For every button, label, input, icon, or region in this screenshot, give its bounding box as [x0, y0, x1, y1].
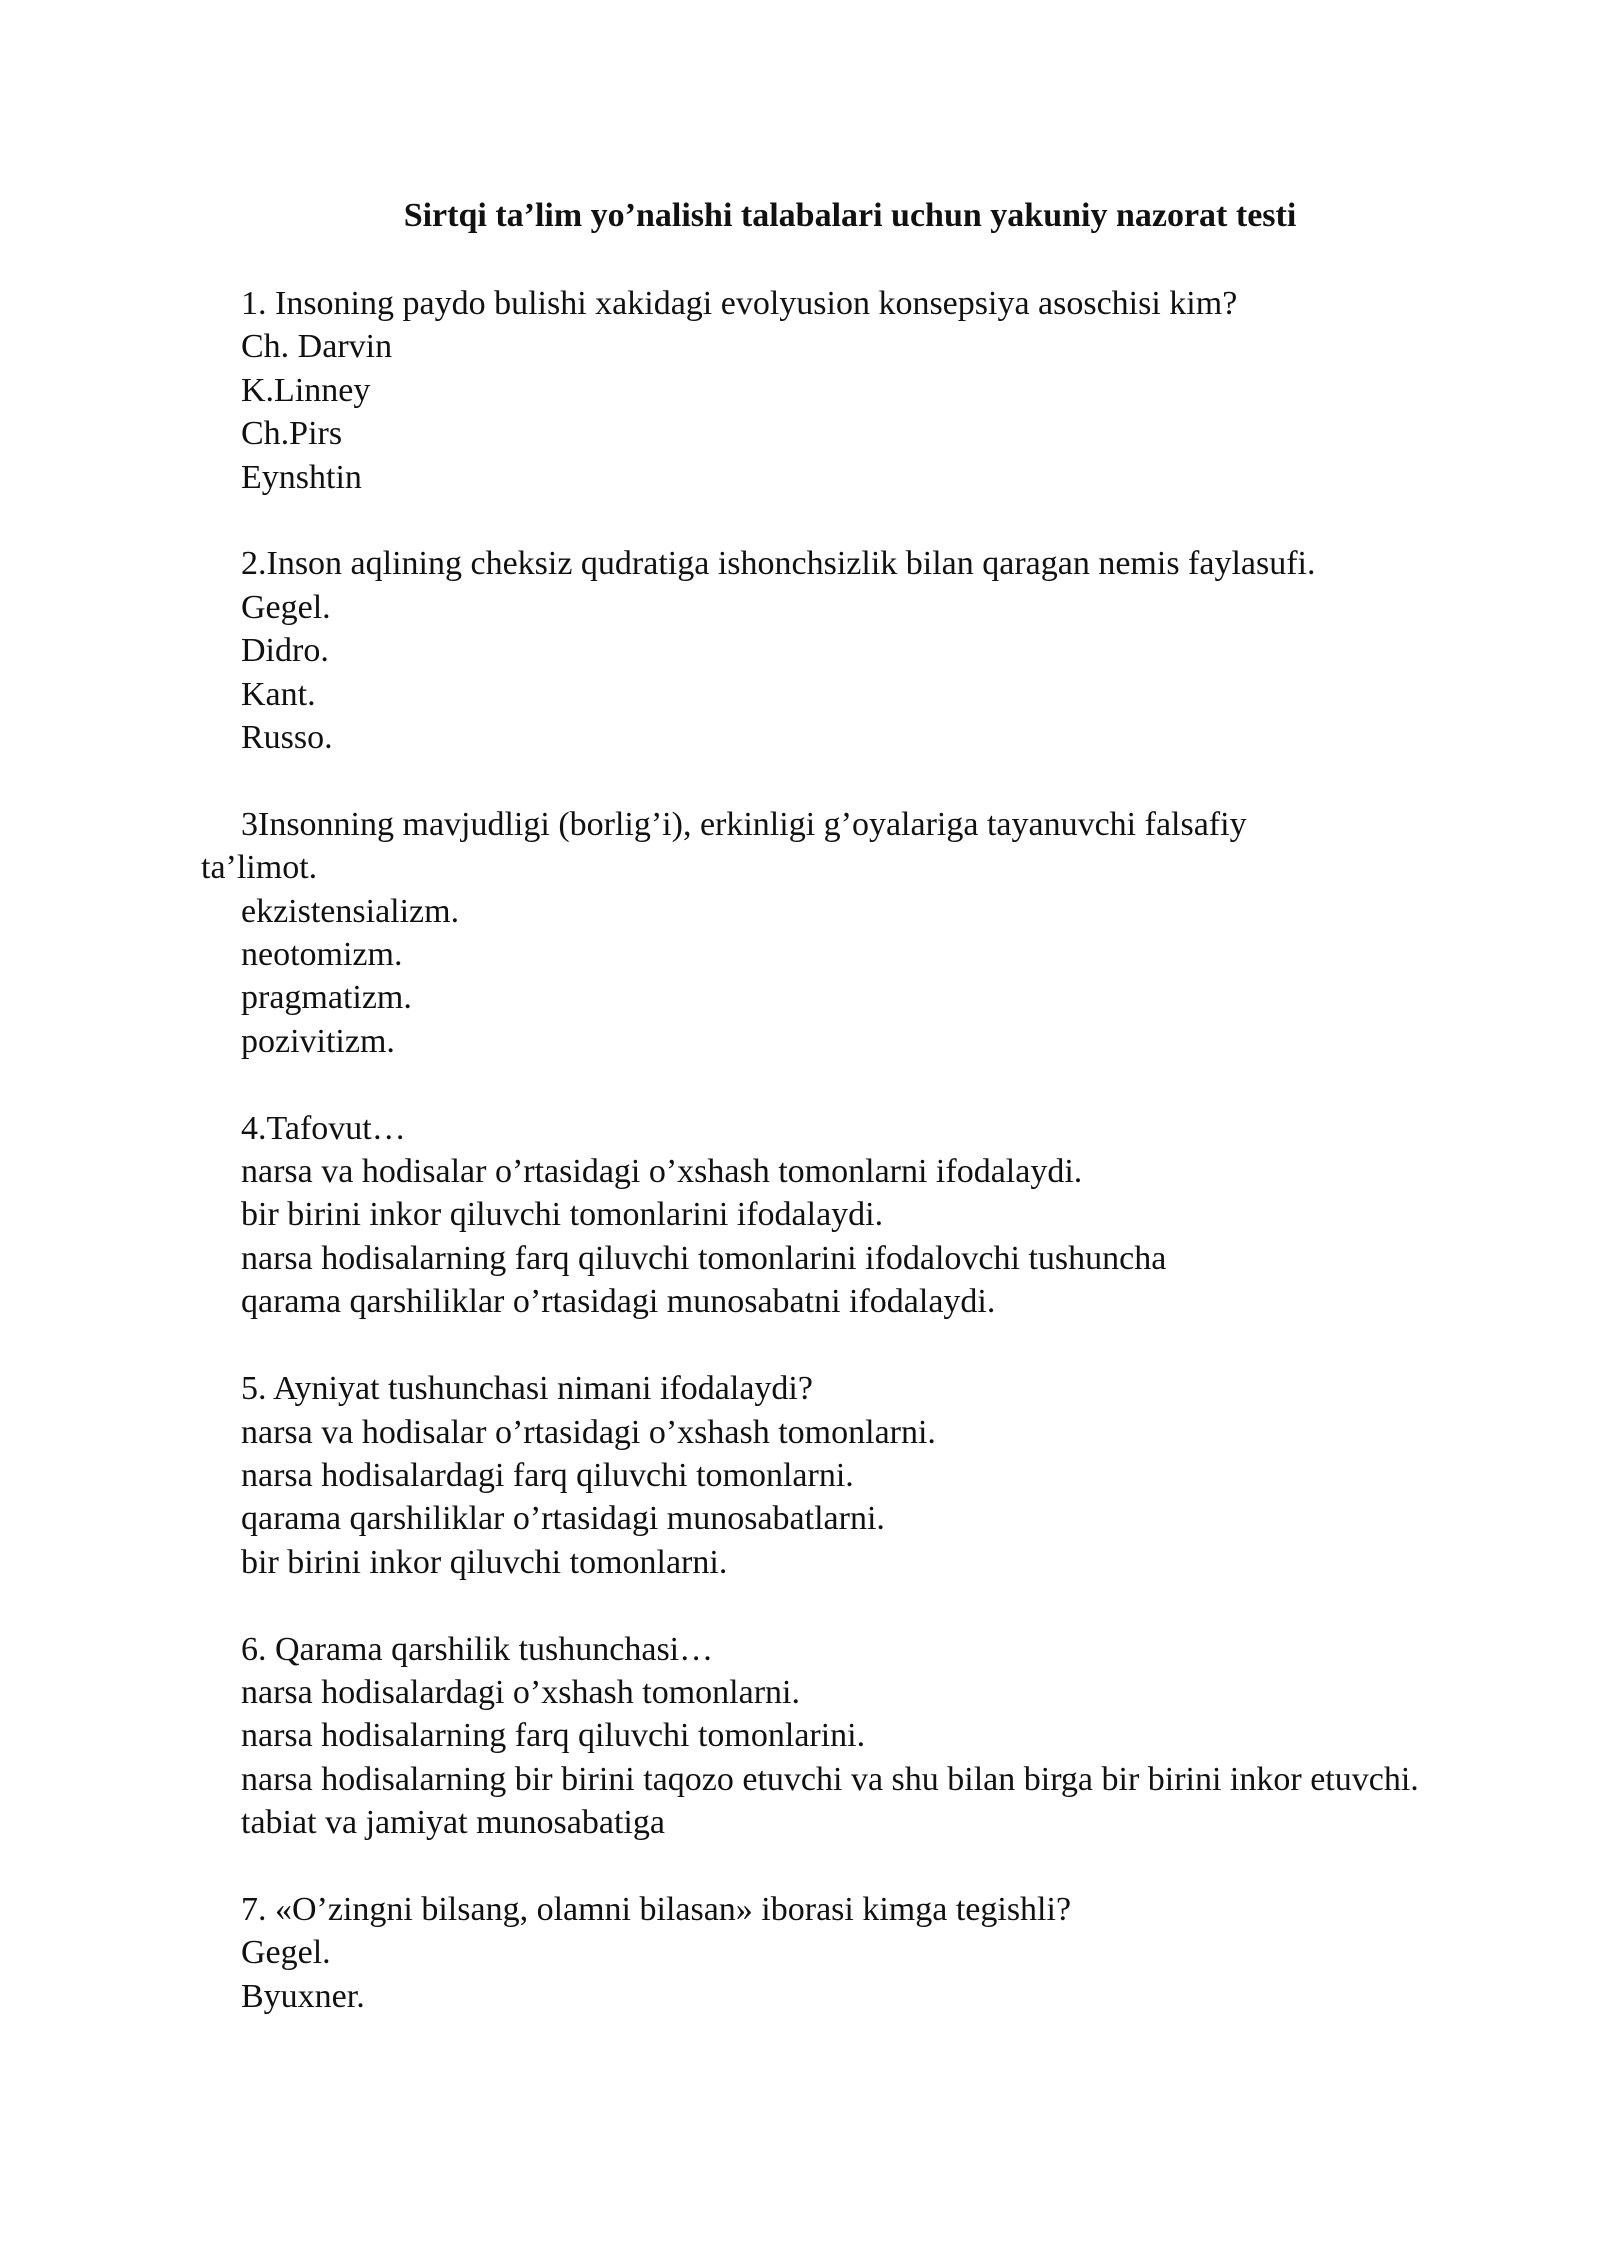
question-6: [241, 1628, 1471, 1845]
answer-option: K.Linney: [241, 371, 371, 409]
answer-options: [241, 1671, 1471, 1845]
question-text: 4.Tafovut…: [241, 1109, 406, 1147]
answer-option: Byuxner.: [241, 1977, 365, 2015]
answer-options: [241, 1411, 1471, 1585]
question-text-line-1: 3Insonning mavjudligi (borlig’i), erkinligi g’oyalariga tayanuvchi falsafiy: [241, 805, 1247, 843]
answer-option: narsa hodisalarning farq qiluvchi tomonlarini ifodalovchi tushuncha: [241, 1239, 1167, 1277]
question-list: [201, 282, 1471, 2062]
answer-option: Ch. Darvin: [241, 328, 393, 366]
answer-option: narsa va hodisalar o’rtasidagi o’xshash tomonlarni.: [241, 1413, 936, 1451]
question-5: [241, 1367, 1471, 1584]
document-title: Sirtqi ta’lim yo’nalishi talabalari uchun yakuniy nazorat testi: [403, 197, 1297, 234]
answer-option: neotomizm.: [241, 936, 403, 974]
answer-option: Gegel.: [241, 1934, 331, 1972]
question-4: [241, 1107, 1471, 1324]
answer-options: [241, 1150, 1471, 1324]
answer-option: narsa va hodisalar o’rtasidagi o’xshash tomonlarni ifodalaydi.: [241, 1153, 1083, 1191]
question-text: 1. Insoning paydo bulishi xakidagi evolyusion konsepsiya asoschisi kim?: [241, 285, 1238, 322]
answer-options: [241, 890, 1471, 1064]
answer-option: bir birini inkor qiluvchi tomonlarni.: [241, 1543, 728, 1581]
answer-option: Ch.Pirs: [241, 415, 343, 453]
question-text: 7. «O’zingni bilsang, olamni bilasan» iborasi kimga tegishli?: [241, 1890, 1072, 1928]
question-text-line-2: ta’limot.: [201, 849, 318, 887]
question-1: [241, 282, 1471, 499]
answer-option: pragmatizm.: [241, 979, 412, 1017]
answer-options: [241, 586, 1471, 760]
answer-option: narsa hodisalardagi farq qiluvchi tomonlarni.: [241, 1456, 854, 1494]
answer-option: bir birini inkor qiluvchi tomonlarini ifodalaydi.: [241, 1196, 884, 1234]
answer-option: Gegel.: [241, 588, 331, 626]
answer-option: narsa hodisalarning bir birini taqozo etuvchi va shu bilan birga bir birini inkor etuvchi.: [241, 1760, 1419, 1798]
answer-options: [241, 325, 1471, 499]
answer-option: ekzistensializm.: [241, 892, 460, 930]
answer-option: Kant.: [241, 675, 316, 713]
answer-option: qarama qarshiliklar o’rtasidagi munosabatni ifodalaydi.: [241, 1283, 996, 1321]
answer-option: Russo.: [241, 719, 333, 757]
answer-option: narsa hodisalarning farq qiluvchi tomonlarini.: [241, 1717, 866, 1755]
answer-option: Didro.: [241, 632, 329, 670]
answer-option: qarama qarshiliklar o’rtasidagi munosabatlarni.: [241, 1500, 885, 1538]
question-7: [241, 1888, 1471, 2018]
question-3: [201, 803, 1471, 1063]
question-text: 5. Ayniyat tushunchasi nimani ifodalaydi?: [241, 1370, 813, 1408]
answer-option: Eynshtin: [241, 458, 362, 496]
answer-option: narsa hodisalardagi o’xshash tomonlarni.: [241, 1673, 800, 1711]
answer-options: [241, 1931, 1471, 2018]
answer-option: pozivitizm.: [241, 1022, 395, 1060]
question-2: [241, 542, 1471, 759]
answer-option: tabiat va jamiyat munosabatiga: [241, 1804, 665, 1842]
question-text: 2.Inson aqlining cheksiz qudratiga ishonchsizlik bilan qaragan nemis faylasufi.: [241, 545, 1316, 583]
question-text: 6. Qarama qarshilik tushunchasi…: [241, 1630, 714, 1668]
